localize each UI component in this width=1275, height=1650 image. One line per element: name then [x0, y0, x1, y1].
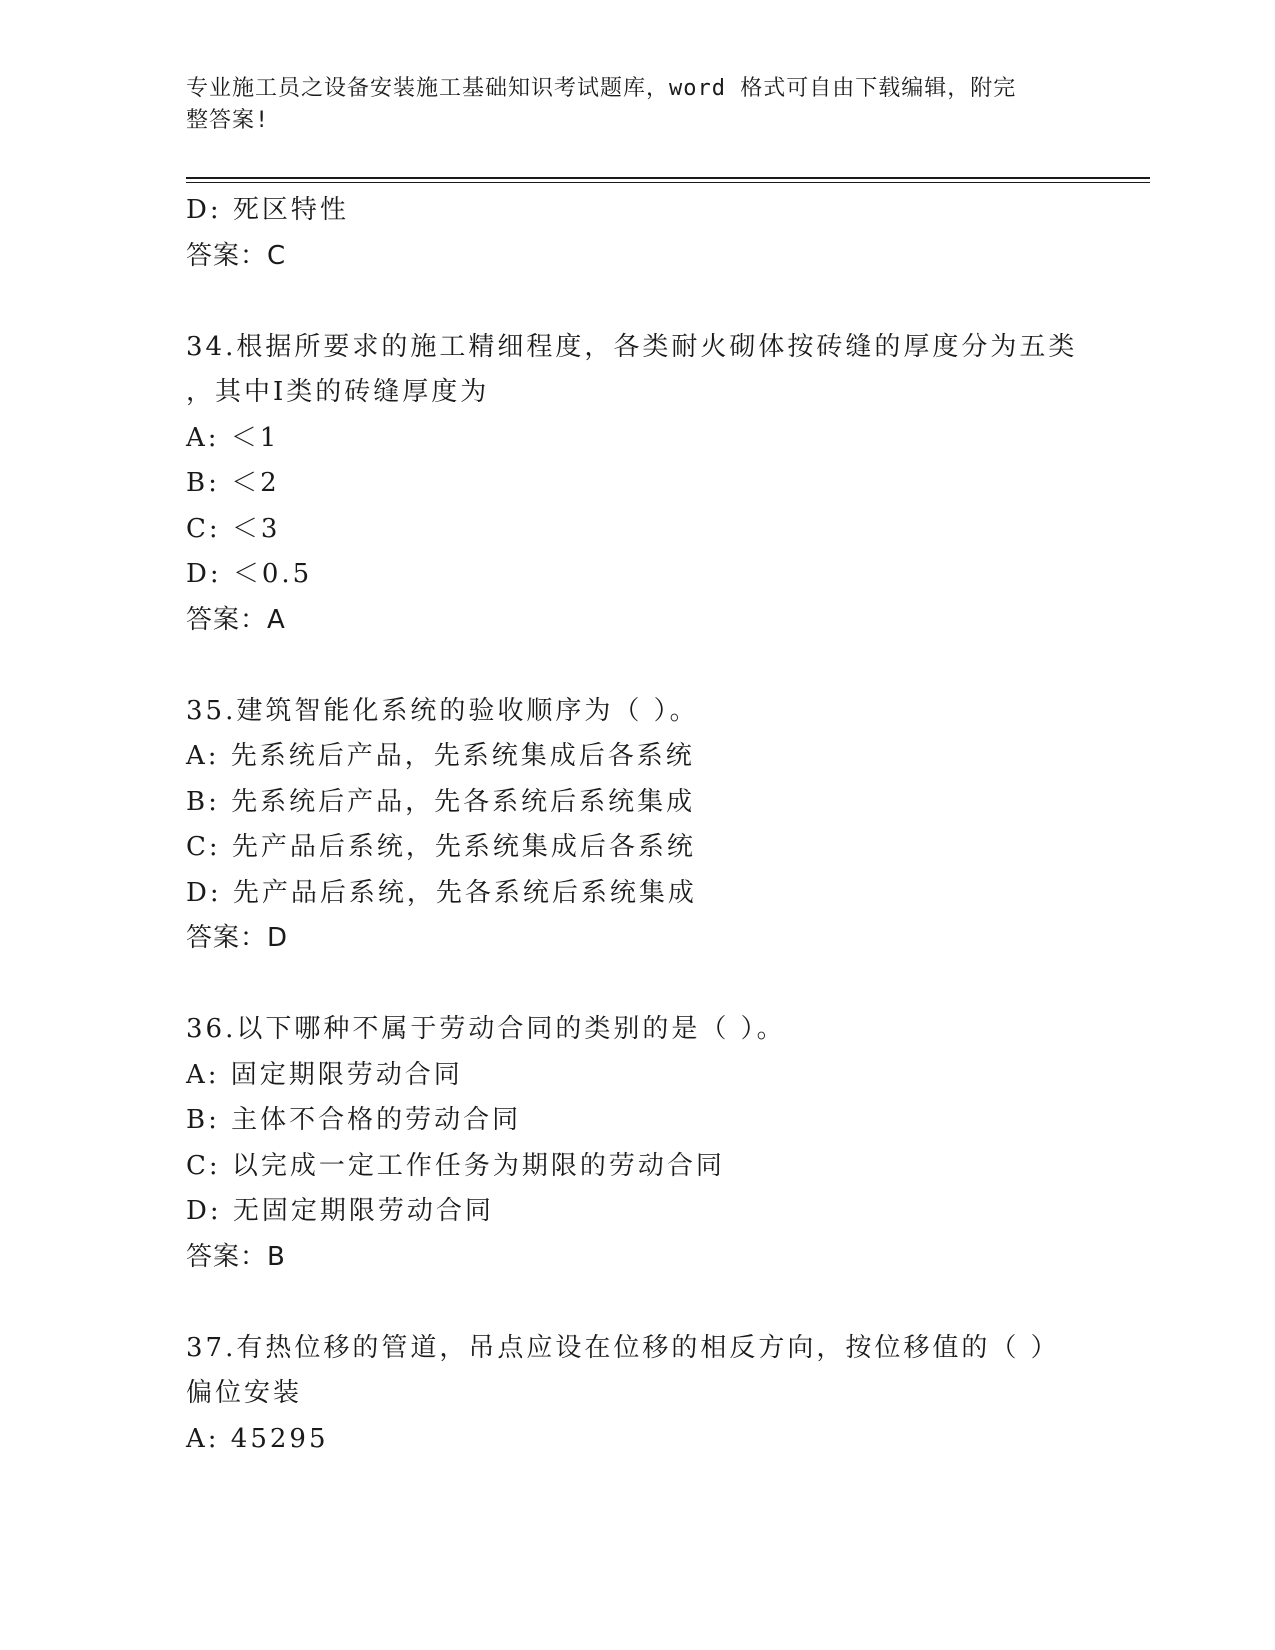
question-37-option-a: A: 45295	[186, 1423, 329, 1454]
spacer	[186, 643, 1086, 689]
spacer	[186, 279, 1086, 325]
spacer	[186, 1280, 1086, 1326]
question-34-option-a: A: ＜1	[186, 422, 280, 453]
question-36-option-c: C: 以完成一定工作任务为期限的劳动合同	[186, 1150, 725, 1181]
header-divider-thin	[186, 182, 1150, 183]
question-34-option-d: D: ＜0.5	[186, 559, 313, 589]
header-divider-thick	[186, 177, 1150, 179]
question-37-text-line-2: 偏位安装	[186, 1378, 303, 1408]
question-36-option-d: D: 无固定期限劳动合同	[186, 1196, 494, 1226]
question-35-option-a: A: 先系统后产品，先系统集成后各系统	[186, 741, 695, 771]
question-36-answer: 答案：B	[186, 1241, 286, 1272]
question-36-option-b: B: 主体不合格的劳动合同	[186, 1105, 522, 1135]
question-36-text: 36.以下哪种不属于劳动合同的类别的是（ ）。	[186, 1014, 786, 1044]
header-title-line-2: 整答案!	[186, 108, 270, 133]
question-34-answer: 答案：A	[186, 604, 286, 635]
question-35-option-c: C: 先产品后系统，先系统集成后各系统	[186, 832, 696, 862]
question-37-text-line-1: 37.有热位移的管道，吊点应设在位移的相反方向，按位移值的（ ）	[186, 1332, 1060, 1363]
question-34-option-b: B: ＜2	[186, 468, 280, 498]
spacer	[186, 962, 1086, 1008]
question-34-text-line-1: 34.根据所要求的施工精细程度，各类耐火砌体按砖缝的厚度分为五类	[186, 331, 1078, 362]
question-34-option-c: C: ＜3	[186, 513, 281, 544]
question-content	[186, 188, 1086, 1462]
question-36-option-a: A: 固定期限劳动合同	[186, 1059, 463, 1090]
document-header	[186, 73, 1066, 137]
question-34-text-line-2: ，其中Ⅰ类的砖缝厚度为	[186, 377, 490, 407]
question-35-option-d: D: 先产品后系统，先各系统后系统集成	[186, 877, 697, 908]
prev-question-answer: 答案：C	[186, 240, 287, 271]
question-35-option-b: B: 先系统后产品，先各系统后系统集成	[186, 786, 696, 817]
question-35-answer: 答案：D	[186, 923, 289, 953]
header-title-line-1: 专业施工员之设备安装施工基础知识考试题库，word 格式可自由下载编辑，附完	[186, 76, 1017, 101]
prev-question-option-d: D: 死区特性	[186, 195, 349, 225]
question-35-text: 35.建筑智能化系统的验收顺序为（ ）。	[186, 695, 699, 726]
